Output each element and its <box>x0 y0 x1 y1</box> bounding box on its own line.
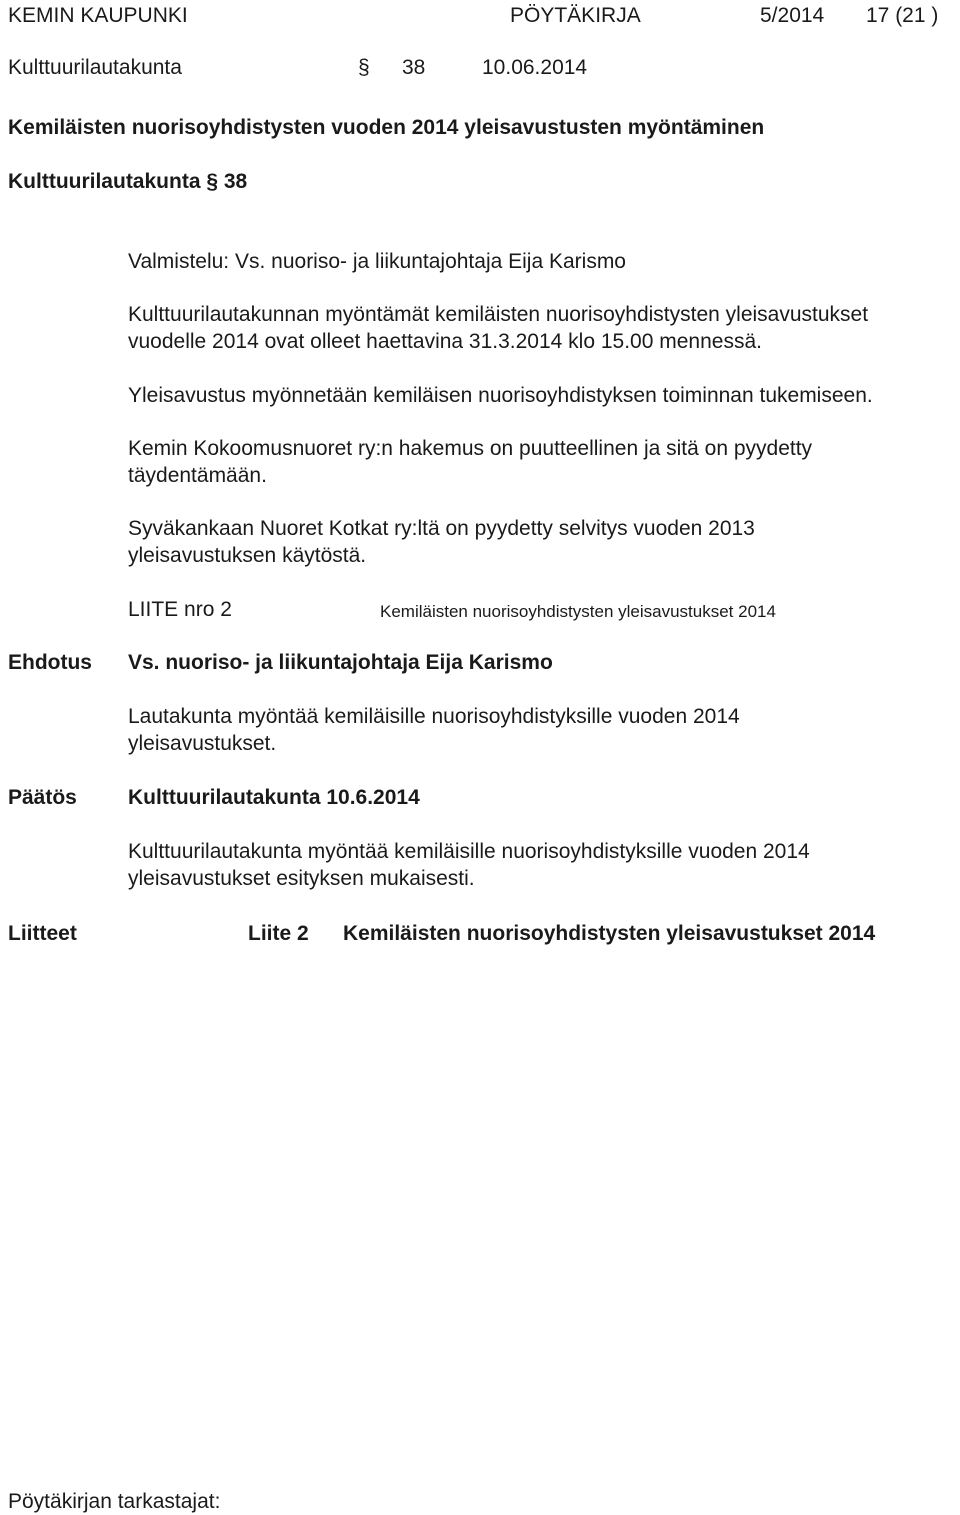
header-page-number: 17 (21 ) <box>866 4 939 27</box>
header-board: Kulttuurilautakunta <box>8 56 182 79</box>
proposal-label: Ehdotus <box>8 651 92 674</box>
subheading-number: 38 <box>223 170 248 193</box>
paragraph-nuoret-kotkat: Syväkankaan Nuoret Kotkat ry:ltä on pyydetty selvitys vuoden 2013 yleisavustuksen käytöstä. <box>128 517 755 567</box>
decision-label: Päätös <box>8 786 77 809</box>
attachment-ref-text: Kemiläisten nuorisoyhdistysten yleisavustukset 2014 <box>380 602 776 621</box>
subheading <box>8 168 247 195</box>
header-section-sign: § <box>358 56 370 79</box>
header-section-number: 38 <box>402 56 426 79</box>
header-org: KEMIN KAUPUNKI <box>8 4 188 27</box>
attachment-ref-label: LIITE nro 2 <box>128 598 232 621</box>
header-doc-number: 5/2014 <box>760 4 825 27</box>
proposal-by: Vs. nuoriso- ja liikuntajohtaja Eija Karismo <box>128 651 553 674</box>
preparation-line: Valmistelu: Vs. nuoriso- ja liikuntajohtaja Eija Karismo <box>128 250 626 273</box>
paragraph-grant-purpose: Yleisavustus myönnetään kemiläisen nuorisoyhdistyksen toiminnan tukemiseen. <box>128 384 873 407</box>
attachments-label: Liitteet <box>8 922 77 945</box>
attachment-item-label: Liite 2 <box>248 922 309 945</box>
proposal-text: Lautakunta myöntää kemiläisille nuorisoyhdistyksille vuoden 2014 yleisavustukset. <box>128 705 740 755</box>
document-title: Kemiläisten nuorisoyhdistysten vuoden 2014 yleisavustusten myöntäminen <box>8 116 765 139</box>
subheading-board: Kulttuurilautakunta <box>8 170 201 193</box>
decision-by: Kulttuurilautakunta 10.6.2014 <box>128 786 420 809</box>
paragraph-kokoomusnuoret: Kemin Kokoomusnuoret ry:n hakemus on puutteellinen ja sitä on pyydetty täydentämään. <box>128 437 813 487</box>
subheading-section-sign: § <box>206 170 219 193</box>
attachment-item-text: Kemiläisten nuorisoyhdistysten yleisavustukset 2014 <box>343 922 876 945</box>
header-date: 10.06.2014 <box>482 56 588 79</box>
decision-text: Kulttuurilautakunta myöntää kemiläisille nuorisoyhdistyksille vuoden 2014 yleisavustukset esityksen mukaisesti. <box>128 840 810 890</box>
paragraph-application-period: Kulttuurilautakunnan myöntämät kemiläisten nuorisoyhdistysten yleisavustukset vuodelle 2014 ovat olleet haettavina 31.3.2014 klo 15.00 mennessä. <box>128 303 869 353</box>
footer-reviewers: Pöytäkirjan tarkastajat: <box>8 1490 221 1513</box>
header-doc-type: PÖYTÄKIRJA <box>510 4 641 27</box>
